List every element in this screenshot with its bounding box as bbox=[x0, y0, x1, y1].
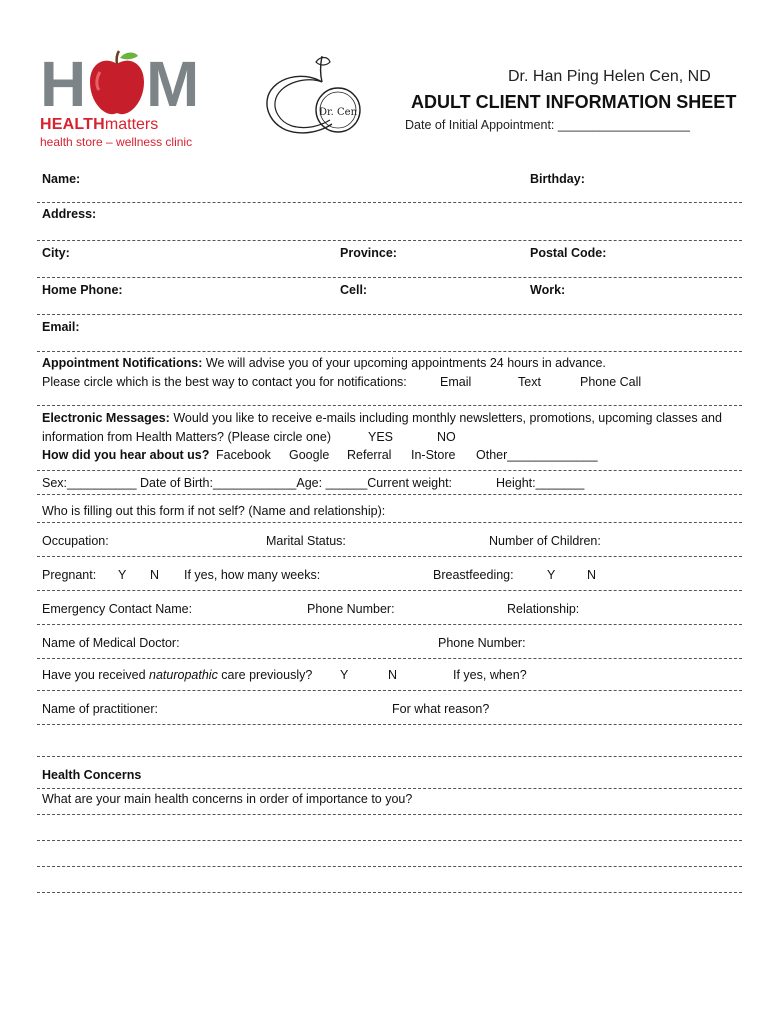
logo bbox=[40, 50, 200, 150]
breastfeeding-label: Breastfeeding: bbox=[433, 568, 514, 582]
apple-icon bbox=[86, 50, 148, 118]
divider bbox=[37, 405, 742, 406]
answer-line[interactable] bbox=[37, 840, 742, 841]
health-concerns-question: What are your main health concerns in order of importance to you? bbox=[42, 792, 413, 806]
stethoscope-logo-icon bbox=[262, 52, 374, 148]
divider bbox=[37, 624, 742, 625]
cell-field[interactable]: Cell: bbox=[340, 283, 368, 297]
initial-appointment-date[interactable]: Date of Initial Appointment: ___________________ bbox=[405, 118, 690, 132]
divider bbox=[37, 522, 742, 523]
naturopathic-question-pre: Have you received bbox=[42, 668, 150, 682]
divider bbox=[37, 314, 742, 315]
naturopathic-no-option[interactable]: N bbox=[388, 668, 398, 682]
marital-status-field[interactable]: Marital Status: bbox=[266, 534, 346, 548]
home-phone-field[interactable]: Home Phone: bbox=[42, 283, 123, 297]
naturopathic-question bbox=[42, 668, 312, 683]
who-filling-field[interactable]: Who is filling out this form if not self? (Name and relationship): bbox=[42, 504, 386, 518]
pregnant-no-option[interactable]: N bbox=[150, 568, 160, 582]
notify-option-email[interactable]: Email bbox=[440, 375, 472, 389]
divider bbox=[37, 470, 742, 471]
logo-letter-h: H bbox=[40, 48, 87, 120]
province-field[interactable]: Province: bbox=[340, 246, 397, 260]
pregnant-yes-option[interactable]: Y bbox=[118, 568, 127, 582]
birthday-field[interactable]: Birthday: bbox=[530, 172, 585, 186]
electronic-messages-line2: information from Health Matters? (Please circle one) bbox=[42, 430, 332, 444]
health-concerns-heading: Health Concerns bbox=[42, 768, 142, 782]
height-field[interactable]: Height:_______ bbox=[496, 476, 585, 490]
divider bbox=[37, 240, 742, 241]
name-field[interactable]: Name: bbox=[42, 172, 81, 186]
divider bbox=[37, 724, 742, 725]
divider bbox=[37, 351, 742, 352]
divider bbox=[37, 590, 742, 591]
notifications-label: Appointment Notifications: bbox=[42, 356, 203, 370]
breastfeeding-no-option[interactable]: N bbox=[587, 568, 597, 582]
electronic-messages-text: Would you like to receive e-mails including monthly newsletters, promotions, upcoming classes and bbox=[169, 411, 722, 425]
sex-dob-age-weight-field[interactable]: Sex:__________ Date of Birth:____________Age: ______Current weight: bbox=[42, 476, 453, 490]
postal-code-field[interactable]: Postal Code: bbox=[530, 246, 607, 260]
divider bbox=[37, 690, 742, 691]
hear-option-google[interactable]: Google bbox=[289, 448, 330, 462]
children-field[interactable]: Number of Children: bbox=[489, 534, 601, 548]
logo-health-text: HEALTH bbox=[40, 116, 105, 133]
answer-line[interactable] bbox=[37, 866, 742, 867]
naturopathic-yes-option[interactable]: Y bbox=[340, 668, 349, 682]
breastfeeding-yes-option[interactable]: Y bbox=[547, 568, 556, 582]
practitioner-field[interactable]: Name of practitioner: bbox=[42, 702, 159, 716]
divider bbox=[37, 788, 742, 789]
reason-field[interactable]: For what reason? bbox=[392, 702, 490, 716]
doctor-phone-field[interactable]: Phone Number: bbox=[438, 636, 526, 650]
divider bbox=[37, 556, 742, 557]
pregnant-label: Pregnant: bbox=[42, 568, 97, 582]
occupation-field[interactable]: Occupation: bbox=[42, 534, 109, 548]
hear-option-referral[interactable]: Referral bbox=[347, 448, 392, 462]
hear-option-facebook[interactable]: Facebook bbox=[216, 448, 271, 462]
logo-matters-text: matters bbox=[104, 116, 159, 133]
emergency-phone-field[interactable]: Phone Number: bbox=[307, 602, 395, 616]
page-title: ADULT CLIENT INFORMATION SHEET bbox=[411, 92, 737, 112]
work-field[interactable]: Work: bbox=[530, 283, 566, 297]
logo-letter-m: M bbox=[146, 48, 200, 120]
answer-line[interactable] bbox=[37, 814, 742, 815]
appointment-notifications bbox=[42, 356, 606, 371]
naturopathic-question-emphasis: naturopathic bbox=[149, 668, 218, 682]
naturopathic-when-field[interactable]: If yes, when? bbox=[453, 668, 527, 682]
electronic-messages bbox=[42, 411, 722, 426]
divider bbox=[37, 277, 742, 278]
naturopathic-question-post: care previously? bbox=[217, 668, 313, 682]
relationship-field[interactable]: Relationship: bbox=[507, 602, 580, 616]
hear-about-us-label: How did you hear about us? bbox=[42, 448, 210, 462]
doctor-name: Dr. Han Ping Helen Cen, ND bbox=[508, 68, 711, 85]
city-field[interactable]: City: bbox=[42, 246, 70, 260]
divider bbox=[37, 202, 742, 203]
notify-option-phone-call[interactable]: Phone Call bbox=[580, 375, 642, 389]
electronic-messages-label: Electronic Messages: bbox=[42, 411, 170, 425]
email-field[interactable]: Email: bbox=[42, 320, 80, 334]
logo-tagline: health store – wellness clinic bbox=[40, 135, 193, 149]
hear-option-instore[interactable]: In-Store bbox=[411, 448, 456, 462]
notifications-text: We will advise you of your upcoming appointments 24 hours in advance. bbox=[202, 356, 606, 370]
hear-option-other[interactable]: Other_____________ bbox=[476, 448, 598, 462]
notify-option-text[interactable]: Text bbox=[518, 375, 541, 389]
blank-line[interactable] bbox=[37, 756, 742, 757]
address-field[interactable]: Address: bbox=[42, 207, 97, 221]
divider bbox=[37, 494, 742, 495]
seal-text: Dr. Cen bbox=[318, 107, 358, 118]
answer-line[interactable] bbox=[37, 892, 742, 893]
weeks-pregnant-field[interactable]: If yes, how many weeks: bbox=[184, 568, 321, 582]
electronic-no-option[interactable]: NO bbox=[437, 430, 456, 444]
emergency-contact-field[interactable]: Emergency Contact Name: bbox=[42, 602, 193, 616]
medical-doctor-field[interactable]: Name of Medical Doctor: bbox=[42, 636, 180, 650]
divider bbox=[37, 658, 742, 659]
electronic-yes-option[interactable]: YES bbox=[368, 430, 394, 444]
logo-wordmark bbox=[40, 116, 158, 134]
notifications-instruction: Please circle which is the best way to contact you for notifications: bbox=[42, 375, 407, 389]
